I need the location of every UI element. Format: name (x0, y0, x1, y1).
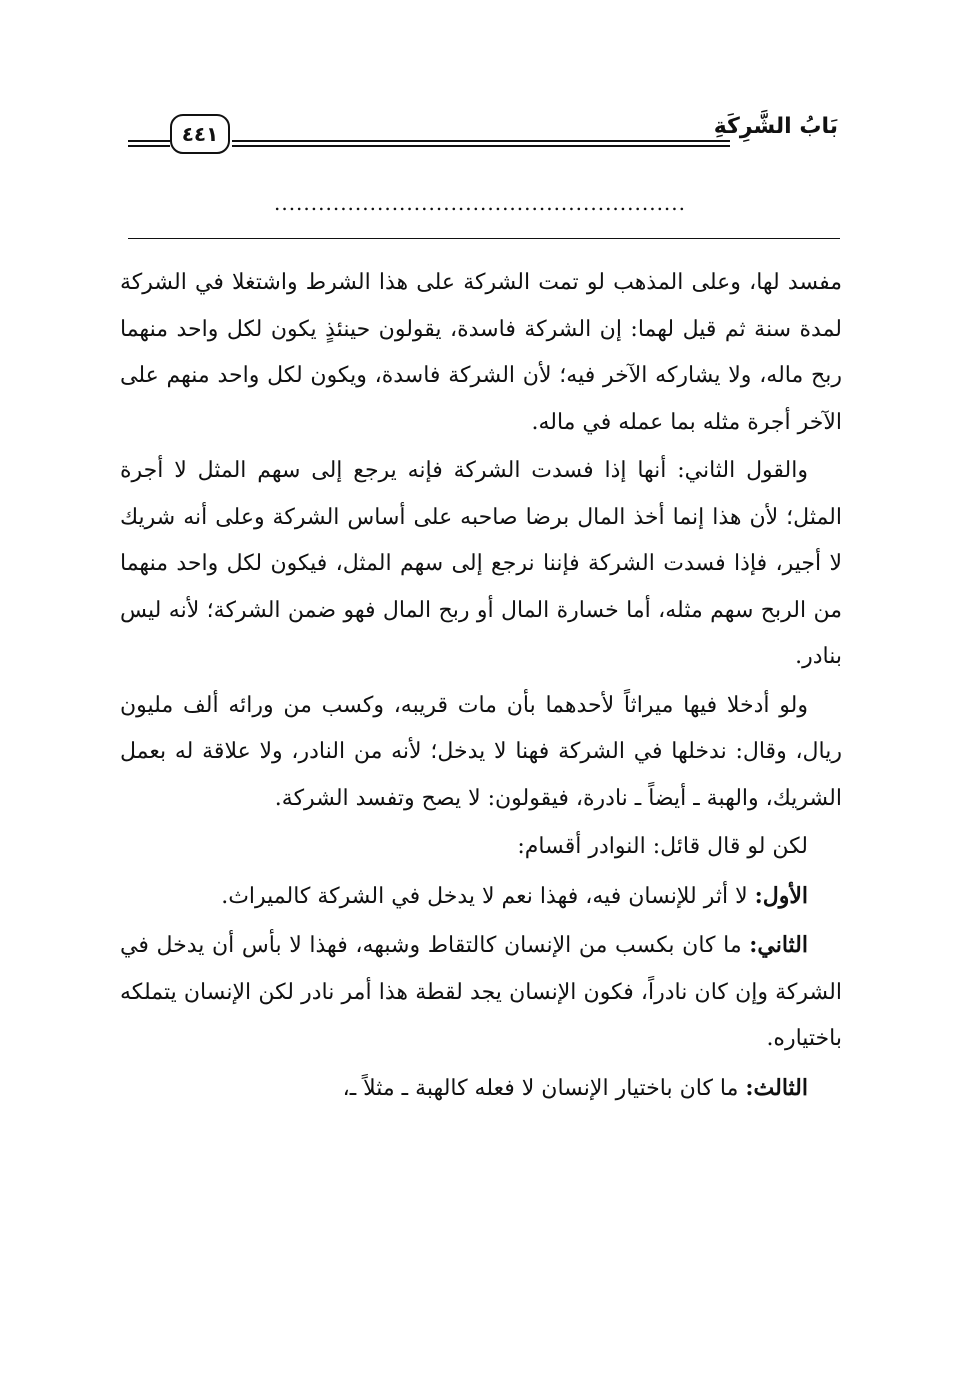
page-number: ٤٤١ (170, 114, 230, 154)
page-header (128, 108, 838, 156)
paragraph-text: ما كان بكسب من الإنسان كالتقاط وشبهه، فهذا لا بأس أن يدخل في الشركة وإن كان نادراً، فكون الإنسان يجد لقطة هذا أمر نادر لكن الإنسان يتملكه باختياره. (120, 933, 842, 1051)
dotted-separator: ........................................................ (273, 191, 686, 215)
section-lead-second: الثاني: (749, 932, 808, 958)
header-rule-right (232, 140, 730, 147)
section-lead-third: الثالث: (745, 1074, 808, 1101)
paragraph-text: ما كان باختيار الإنسان لا فعله كالهبة ـ مثلاً ـ، (342, 1075, 746, 1101)
paragraph-6 (120, 922, 842, 1063)
paragraph-1 (120, 260, 842, 446)
header-rule-left (128, 140, 170, 147)
paragraph-text: لكن لو قال قائل: النوادر أقسام: (517, 834, 808, 859)
paragraph-4 (120, 824, 842, 871)
section-lead-first: الأول: (754, 882, 808, 909)
paragraph-3 (120, 683, 842, 823)
paragraph-2 (120, 448, 842, 681)
horizontal-rule (128, 238, 840, 239)
paragraph-text: ولو أدخلا فيها ميراثاً لأحدهما بأن مات قريبه، وكسب من ورائه ألف مليون ريال، وقال: ندخلها في الشركة فهنا لا يدخل؛ لأنه من النادر، ولا علاقة له بعمل الشريك، والهبة ـ أيضاً ـ نادرة، فيقولون: لا يصح وتفسد الشركة. (120, 692, 842, 811)
chapter-title: بَابُ الشَّرِكَةِ (713, 114, 838, 139)
paragraph-text: لا أثر للإنسان فيه، فهذا نعم لا يدخل في الشركة كالميراث. (221, 883, 755, 909)
paragraph-text: والقول الثاني: أنها إذا فسدت الشركة فإنه يرجع إلى سهم المثل لا أجرة المثل؛ لأن هذا إنما أخذ المال برضا صاحبه على أساس الشركة وعلى أنه شريك لا أجير، فإذا فسدت الشركة فإننا نرجع إلى سهم المثل، فيكون لكل واحد منهما من الربح سهم مثله، أما خسارة المال أو ربح المال فهو ضمن الشركة؛ لأنه ليس بنادر. (120, 458, 842, 669)
paragraph-7 (120, 1065, 842, 1113)
paragraph-5 (120, 873, 842, 921)
body-text (120, 260, 842, 1112)
paragraph-text: مفسد لها، وعلى المذهب لو تمت الشركة على هذا الشرط واشتغلا في الشركة لمدة سنة ثم قيل لهما: إن الشركة فاسدة، يقولون حينئذٍ يكون لكل واحد منهما ربح ماله، ولا يشاركه الآخر فيه؛ لأن الشركة فاسدة، ويكون لكل واحد منهم على الآخر أجرة مثله بما عمله في ماله. (120, 270, 842, 435)
